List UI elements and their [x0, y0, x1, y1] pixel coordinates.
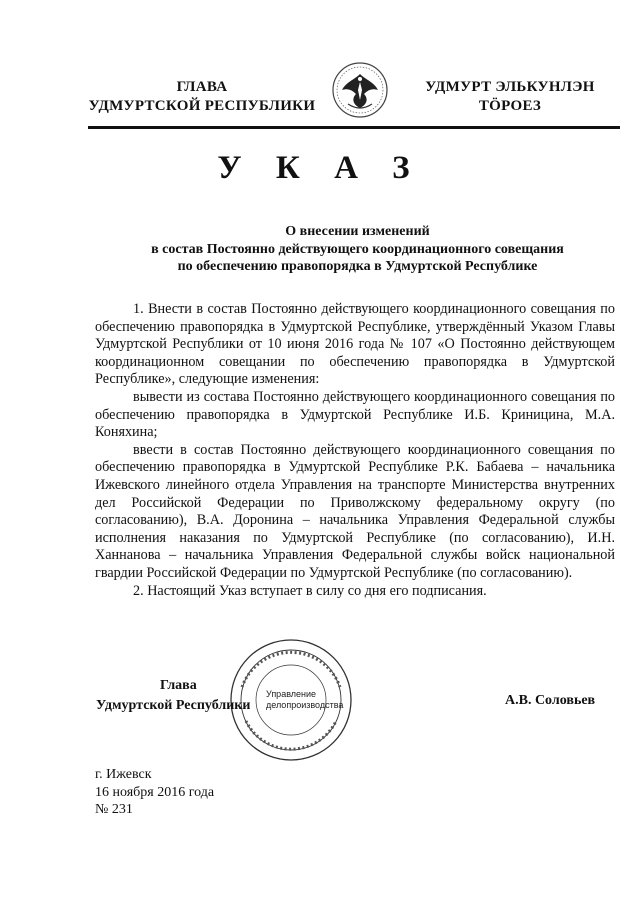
subject-line3: по обеспечению правопорядка в Удмуртской Республике: [177, 259, 538, 274]
decree-subject: [90, 223, 625, 276]
coat-of-arms-emblem: [330, 60, 390, 120]
header-left: [82, 78, 322, 116]
header-left-line2: УДМУРТСКОЙ РЕСПУБЛИКИ: [88, 98, 316, 114]
decree-footer: [95, 766, 214, 819]
signature-title-line2: Удмуртской Республики: [96, 698, 251, 713]
header-left-line1: ГЛАВА: [176, 79, 228, 95]
footer-number: № 231: [95, 802, 133, 818]
footer-city: г. Ижевск: [95, 767, 152, 782]
footer-date: 16 ноября 2016 года: [95, 784, 215, 800]
subject-line1: О внесении изменений: [285, 224, 430, 239]
body-paragraph-1: 1. Внести в состав Постоянно действующего координационного совещания по обеспечению правопорядка в Удмуртской Республике, утверждённый Указом Главы Удмуртской Республики от 10 июня 2016 года № 107 «О Постоянно действующем координационном совещании по обеспечению правопорядка в Удмуртской Республике», следующие изменения:: [95, 301, 615, 388]
subject-line2: в состав Постоянно действующего координационного совещания: [151, 241, 564, 257]
body-paragraph-4: 2. Настоящий Указ вступает в силу со дня его подписания.: [133, 582, 487, 599]
body-paragraph-2: вывести из состава Постоянно действующего координационного совещания по обеспечению правопорядка в Удмуртской Республике И.Б. Криницина, М.А. Коняхина;: [95, 388, 615, 441]
signature-title-line1: Глава: [160, 678, 197, 693]
document-title: У К А З: [217, 150, 423, 186]
body-paragraph-3: ввести в состав Постоянно действующего координационного совещания по обеспечению правопорядка в Удмуртской Республике Р.К. Бабаева – начальника Ижевского линейного отдела Управления на транспорте Министерства внутренних дел Российской Федерации по Приволжскому федеральному округу (по согласованию), В.А. Доронина – начальника Управления Федеральной службы исполнения наказания по Удмуртской Республике (по согласованию), И.Н. Ханнанова – начальника Управления Федеральной службы войск национальной гвардии Российской Федерации по Удмуртской Республике (по согласованию).: [95, 441, 615, 581]
decree-body: [95, 301, 615, 600]
header-right-line1: УДМУРТ ЭЛЬКУНЛЭН: [425, 79, 595, 95]
header-right: [410, 78, 610, 116]
header-divider: [88, 126, 620, 129]
stamp-line1: Управление: [266, 689, 317, 699]
signature-name: А.В. Соловьев: [505, 693, 596, 708]
header-right-line2: ТӦРОЕЗ: [478, 98, 542, 114]
signature-title: [96, 676, 296, 716]
stamp-line2: делопроизводства: [266, 700, 344, 710]
